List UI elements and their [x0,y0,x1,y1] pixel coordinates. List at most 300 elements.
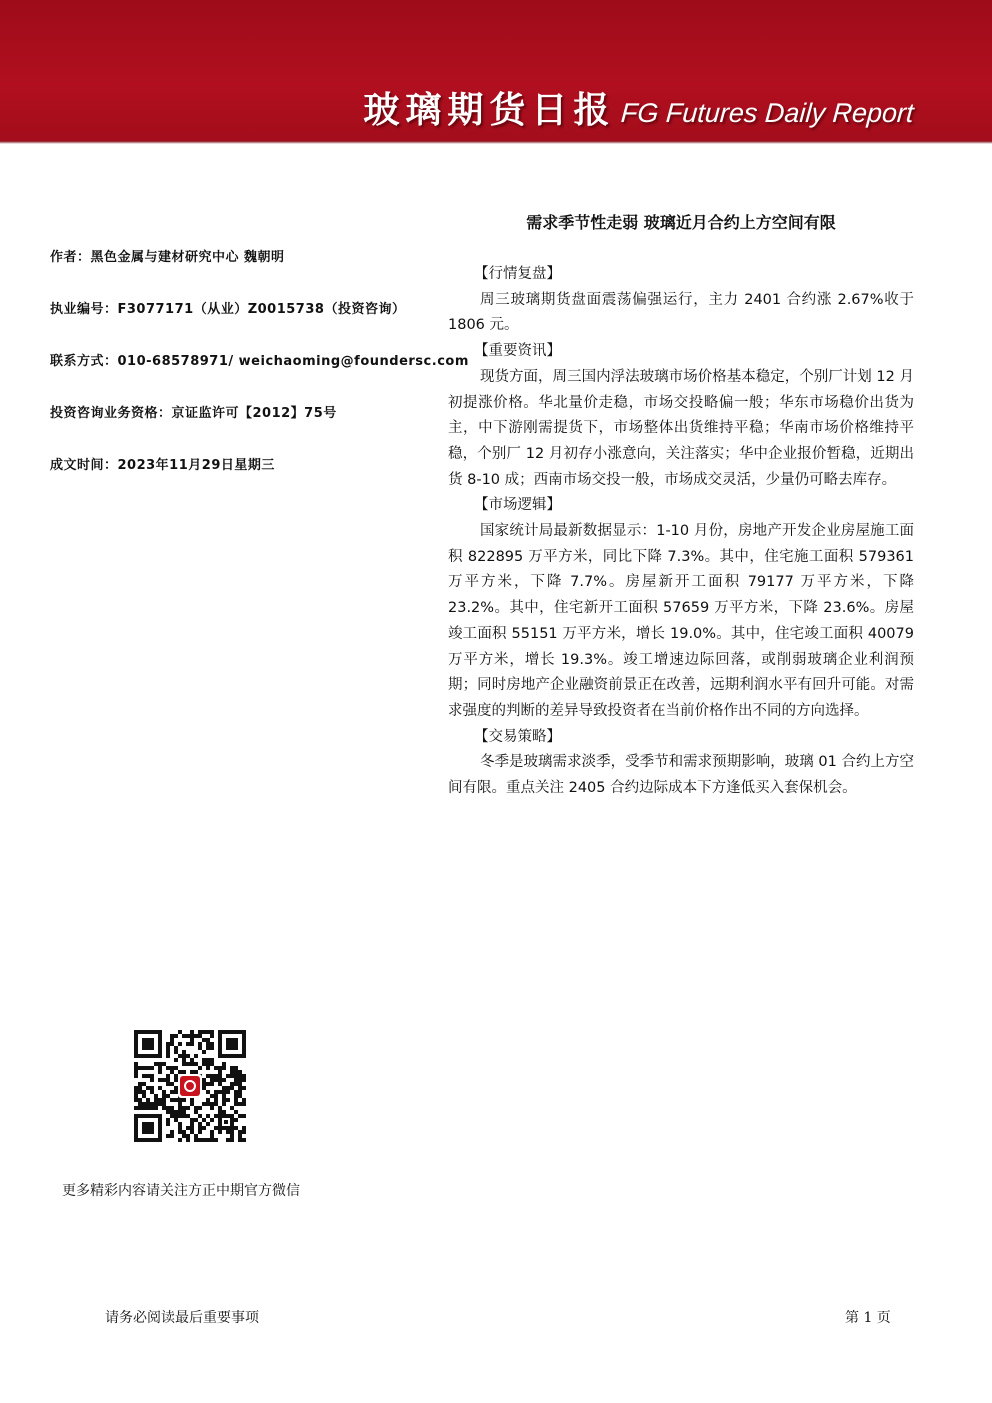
qr-module [230,1106,234,1110]
qr-module [230,1134,234,1138]
qualification-line: 投资咨询业务资格：京证监许可【2012】75号 [50,406,337,421]
qr-module [234,1070,238,1074]
banner-shadow [0,141,992,144]
qr-module [170,1130,174,1134]
qr-module [202,1050,206,1054]
qr-module [146,1066,150,1070]
qr-module [142,1102,146,1106]
qr-module [186,1106,190,1110]
qr-module [230,1070,234,1074]
qr-module [170,1066,174,1070]
qr-module [166,1106,170,1110]
qr-module [222,1078,226,1082]
qr-module [230,1130,234,1134]
qr-module [198,1034,202,1038]
qr-module [134,1098,138,1102]
qr-module [174,1058,178,1062]
qr-module [206,1066,210,1070]
qr-module [142,1094,146,1098]
qr-module [226,1074,230,1078]
qr-module [178,1106,182,1110]
qr-module [214,1114,218,1118]
qr-module [174,1114,178,1118]
qr-module [202,1062,206,1066]
qr-module [158,1078,162,1082]
qr-module [166,1094,170,1098]
qr-module [206,1062,210,1066]
qr-module [138,1102,142,1106]
qr-module [166,1042,170,1046]
qr-module [182,1106,186,1110]
qr-module [214,1090,218,1094]
qr-module [174,1074,178,1078]
qr-module [166,1054,170,1058]
logo-icon [180,1076,200,1096]
qr-module [182,1034,186,1038]
qr-module [190,1122,194,1126]
qr-module [162,1094,166,1098]
qr-module [150,1086,154,1090]
qr-module [234,1082,238,1086]
qr-module [206,1082,210,1086]
qr-module [206,1098,210,1102]
qr-module [170,1038,174,1042]
qr-module [206,1030,210,1034]
qr-module [162,1062,166,1066]
qr-module [238,1102,242,1106]
qr-module [202,1038,206,1042]
qr-module [190,1126,194,1130]
qr-module [226,1090,230,1094]
qr-module [150,1074,154,1078]
qr-module [178,1138,182,1142]
qr-module [170,1114,174,1118]
qr-module [178,1114,182,1118]
qr-module [170,1042,174,1046]
qr-module [150,1102,154,1106]
qr-module [182,1054,186,1058]
section-heading-review: 【行情复盘】 [474,266,561,282]
qr-module [170,1082,174,1086]
qr-module [166,1110,170,1114]
qr-module [166,1118,170,1122]
qr-module [234,1094,238,1098]
section-paragraph-logic: 国家统计局最新数据显示：1-10 月份，房地产开发企业房屋施工面积 822895 万平方米，同比下降 7.3%。其中，住宅施工面积 579361 万平方米，下降 7.7%。房屋新开工面积 79177 万平方米，下降 23.2%。其中，住宅新开工面积 57659 万平方米，下降 23.6%。房屋竣工面积 55151 万平方米，增长 19.0%。其中，住宅竣工面积 40079 万平方米，增长 19.3%。竣工增速边际回落，或削弱玻璃企业利润预期；同时房地产企业融资前景正在改善，远期利润水平有回升可能。对需求强度的判断的差异导致投资者在当前价格作出不同的方向选择。 [448,523,914,719]
contact-line: 联系方式：010-68578971/ weichaoming@foundersc.com [50,354,469,369]
qr-module [170,1034,174,1038]
qr-module [142,1106,146,1110]
qr-module [226,1138,230,1142]
report-title [363,82,914,133]
qr-module [174,1110,178,1114]
qr-module [166,1122,170,1126]
qr-module [210,1138,214,1142]
qr-module [210,1130,214,1134]
qr-module [178,1102,182,1106]
qr-module [146,1102,150,1106]
qr-module [194,1134,198,1138]
qr-module [214,1126,218,1130]
qr-module [242,1074,246,1078]
qr-module [238,1134,242,1138]
qr-module [206,1114,210,1118]
qr-module [206,1058,210,1062]
qr-module [194,1070,198,1074]
qr-module [222,1062,226,1066]
qr-module [194,1106,198,1110]
qr-module [178,1054,182,1058]
qr-module [134,1106,138,1110]
qr-module [150,1078,154,1082]
qr-module [242,1086,246,1090]
section-paragraph-review: 周三玻璃期货盘面震荡偏强运行，主力 2401 合约涨 2.67%收于 1806 元。 [448,291,914,334]
qr-module [210,1062,214,1066]
qr-module [198,1106,202,1110]
qr-module [182,1050,186,1054]
qr-module [190,1130,194,1134]
qr-module [182,1134,186,1138]
qr-module [186,1138,190,1142]
qr-module [202,1138,206,1142]
qr-module [222,1110,226,1114]
qr-module [158,1098,162,1102]
qr-module [202,1102,206,1106]
qr-module [238,1078,242,1082]
qr-module [214,1102,218,1106]
qr-module [210,1102,214,1106]
qr-module [162,1078,166,1082]
qr-module [206,1038,210,1042]
qr-module [234,1110,238,1114]
qr-module [162,1102,166,1106]
footer-notice: 请务必阅读最后重要事项 [105,1310,259,1326]
qr-module [174,1086,178,1090]
qr-module [146,1074,150,1078]
qr-module [238,1086,242,1090]
qr-module [190,1102,194,1106]
qr-module [218,1078,222,1082]
qr-module [218,1106,222,1110]
qr-module [202,1030,206,1034]
qr-module [238,1082,242,1086]
qr-module [234,1066,238,1070]
qr-module [158,1066,162,1070]
qr-module [166,1074,170,1078]
qr-module [182,1062,186,1066]
qr-module [242,1114,246,1118]
qr-module [222,1098,226,1102]
qr-module [194,1118,198,1122]
qr-module [138,1086,142,1090]
qr-module [178,1030,182,1034]
qr-module [178,1098,182,1102]
qr-module [242,1102,246,1106]
qr-module [154,1106,158,1110]
qr-module [190,1070,194,1074]
qr-module [154,1062,158,1066]
article-body [448,262,914,802]
qr-module [138,1106,142,1110]
qr-module [202,1126,206,1130]
qr-module [198,1126,202,1130]
qr-module [182,1070,186,1074]
qr-module [166,1078,170,1082]
qr-module [210,1094,214,1098]
section-heading-news: 【重要资讯】 [474,343,561,360]
qr-module [202,1078,206,1082]
qr-module [238,1114,242,1118]
qr-module [234,1126,238,1130]
qr-module [186,1062,190,1066]
qr-module [210,1074,214,1078]
qr-module [230,1082,234,1086]
qr-module [158,1070,162,1074]
qr-module [194,1110,198,1114]
section-heading-logic: 【市场逻辑】 [474,497,561,514]
qr-module [230,1138,234,1142]
qr-module [218,1130,222,1134]
qr-module [214,1074,218,1078]
qr-module [198,1114,202,1118]
qr-module [142,1074,146,1078]
qr-module [186,1034,190,1038]
qr-module [210,1042,214,1046]
qr-module [202,1086,206,1090]
qr-module [190,1062,194,1066]
qr-module [166,1046,170,1050]
qr-module [214,1094,218,1098]
qr-module [174,1050,178,1054]
qr-module [234,1074,238,1078]
qr-module [134,1070,138,1074]
qr-module [194,1034,198,1038]
qr-module [146,1086,150,1090]
qr-module [138,1090,142,1094]
qr-module [210,1134,214,1138]
license-line: 执业编号：F3077171（从业）Z0015738（投资咨询） [50,302,406,317]
qr-module [190,1038,194,1042]
qr-module [210,1034,214,1038]
qr-module [178,1122,182,1126]
qr-module [218,1066,222,1070]
qr-module [134,1094,138,1098]
qr-module [210,1078,214,1082]
qr-module [178,1126,182,1130]
qr-module [150,1066,154,1070]
qr-module [242,1098,246,1102]
qr-module [182,1130,186,1134]
qr-module [142,1066,146,1070]
qr-module [214,1066,218,1070]
qr-module [190,1118,194,1122]
qr-module [242,1138,246,1142]
qr-module [206,1046,210,1050]
qr-module [242,1078,246,1082]
qr-module [230,1086,234,1090]
qr-module [174,1034,178,1038]
qr-module [190,1098,194,1102]
qr-module [162,1098,166,1102]
qr-module [226,1130,230,1134]
qr-module [198,1130,202,1134]
qr-module [174,1066,178,1070]
qr-module [182,1114,186,1118]
qr-module [222,1066,226,1070]
qr-module [158,1062,162,1066]
qr-module [242,1126,246,1130]
qr-module [218,1090,222,1094]
qr-module [206,1122,210,1126]
qr-module [174,1118,178,1122]
qr-caption: 更多精彩内容请关注方正中期官方微信 [62,1183,300,1199]
section-paragraph-strategy: 冬季是玻璃需求淡季，受季节和需求预期影响，玻璃 01 合约上方空间有限。重点关注 2405 合约边际成本下方逢低买入套保机会。 [448,754,914,797]
qr-module [222,1102,226,1106]
qr-module [194,1054,198,1058]
qr-module [174,1046,178,1050]
qr-module [202,1118,206,1122]
qr-module [138,1082,142,1086]
qr-module [186,1042,190,1046]
qr-module [238,1074,242,1078]
qr-module [198,1042,202,1046]
qr-module [198,1046,202,1050]
qr-module [170,1090,174,1094]
qr-module [218,1082,222,1086]
qr-module [178,1042,182,1046]
qr-module [238,1094,242,1098]
qr-module [190,1042,194,1046]
qr-module [210,1106,214,1110]
qr-module [238,1070,242,1074]
qr-module [242,1130,246,1134]
qr-module [178,1110,182,1114]
author-line: 作者：黑色金属与建材研究中心 魏朝明 [50,250,285,265]
qr-module [170,1106,174,1110]
qr-module [198,1138,202,1142]
qr-module [198,1122,202,1126]
qr-module [134,1066,138,1070]
qr-module [134,1062,138,1066]
qr-module [186,1114,190,1118]
qr-module [234,1102,238,1106]
qr-module [206,1090,210,1094]
qr-module [214,1078,218,1082]
qr-module [174,1098,178,1102]
qr-module [234,1118,238,1122]
qr-module [166,1082,170,1086]
qr-module [162,1090,166,1094]
qr-module [146,1106,150,1110]
qr-module [162,1106,166,1110]
qr-module [190,1030,194,1034]
qr-module [166,1050,170,1054]
qr-module [206,1102,210,1106]
qr-module [178,1130,182,1134]
qr-module [158,1086,162,1090]
header-banner [0,0,992,141]
qr-module [194,1062,198,1066]
qr-module [154,1094,158,1098]
qr-module [142,1090,146,1094]
qr-module [154,1102,158,1106]
qr-module [234,1090,238,1094]
qr-module [206,1138,210,1142]
qr-module [154,1098,158,1102]
page-number: 第 1 页 [845,1310,891,1326]
qr-module [134,1086,138,1090]
qr-module [230,1074,234,1078]
qr-module [218,1074,222,1078]
qr-module [202,1058,206,1062]
wechat-qr-code [134,1030,246,1142]
qr-module [150,1090,154,1094]
qr-module [214,1098,218,1102]
qr-module [214,1138,218,1142]
qr-module [218,1110,222,1114]
qr-module [182,1058,186,1062]
report-title-cn: 玻璃期货日报 [363,90,616,131]
qr-module [174,1078,178,1082]
qr-module [174,1090,178,1094]
qr-module [190,1034,194,1038]
section-heading-strategy: 【交易策略】 [474,728,561,745]
qr-module [238,1090,242,1094]
qr-module [142,1082,146,1086]
qr-module [170,1098,174,1102]
qr-module [234,1098,238,1102]
qr-module [182,1098,186,1102]
qr-module [210,1058,214,1062]
qr-module [138,1066,142,1070]
qr-module [210,1082,214,1086]
qr-module [182,1110,186,1114]
qr-module [198,1066,202,1070]
qr-module [202,1082,206,1086]
qr-module [158,1102,162,1106]
qr-module [226,1086,230,1090]
qr-module [170,1134,174,1138]
qr-module [238,1130,242,1134]
qr-module [226,1098,230,1102]
qr-module [146,1098,150,1102]
qr-module [170,1110,174,1114]
qr-module [206,1074,210,1078]
qr-module [178,1070,182,1074]
qr-module [210,1118,214,1122]
report-title-en: FG Futures Daily Report [620,98,916,128]
qr-module [210,1046,214,1050]
date-line: 成文时间：2023年11月29日星期三 [50,458,275,473]
qr-module [218,1070,222,1074]
qr-module [134,1074,138,1078]
qr-module [170,1070,174,1074]
qr-module [186,1054,190,1058]
qr-module [198,1030,202,1034]
qr-module [234,1078,238,1082]
qr-module [206,1042,210,1046]
article-title: 需求季节性走弱 玻璃近月合约上方空间有限 [526,213,836,232]
qr-module [150,1106,154,1110]
qr-module [222,1094,226,1098]
qr-module [186,1134,190,1138]
section-paragraph-news: 现货方面，周三国内浮法玻璃市场价格基本稳定，个别厂计划 12 月初提涨价格。华北量价走稳，市场交投略偏一般；华东市场稳价出货为主，中下游刚需提货下，市场整体出货维持平稳；华南市场价格维持平稳，个别厂 12 月初存小涨意向，关注落实；华中企业报价暂稳，近期出货 8-10 成；西南市场交投一般，市场成交灵活，少量仍可略去库存。 [448,368,914,488]
qr-module [230,1066,234,1070]
qr-module [166,1066,170,1070]
qr-module [186,1126,190,1130]
qr-module [134,1090,138,1094]
qr-module [222,1086,226,1090]
qr-module [138,1098,142,1102]
